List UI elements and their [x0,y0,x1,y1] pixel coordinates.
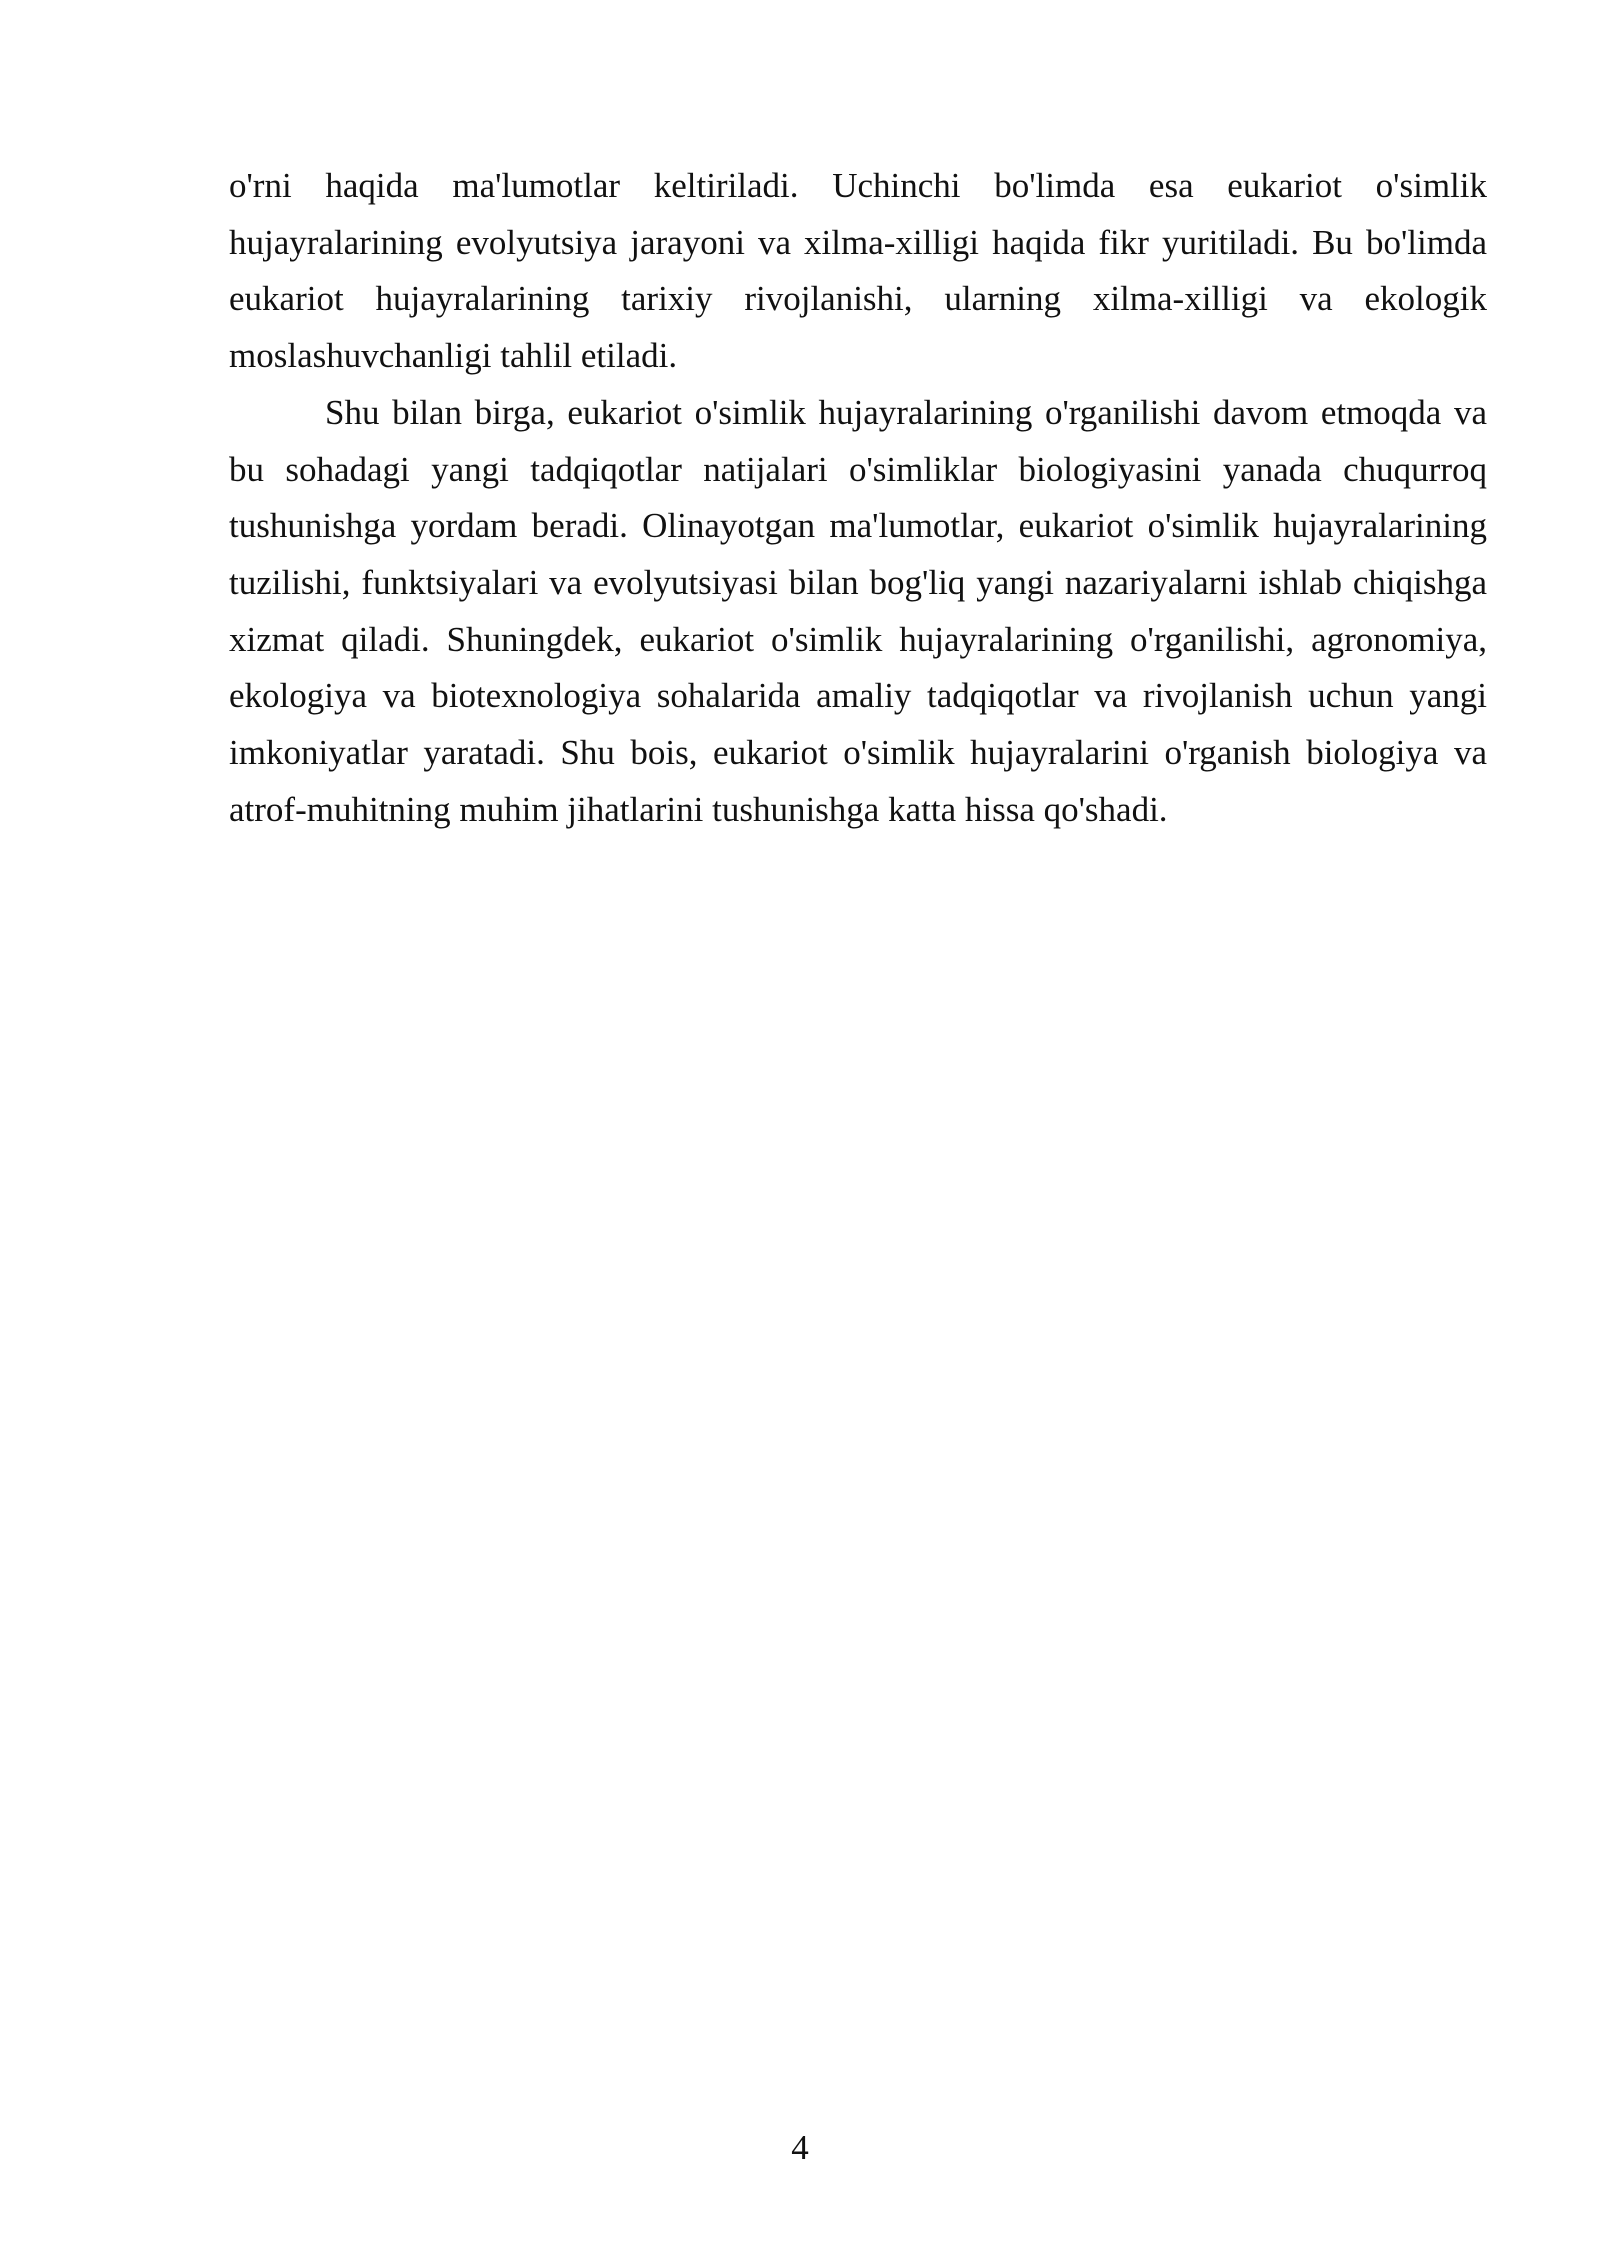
paragraph-main: Shu bilan birga, eukariot o'simlik hujayralarining o'rganilishi davom etmoqda va bu sohadagi yangi tadqiqotlar natijalari o'simliklar biologiyasini yanada chuqurroq tushunishga yordam beradi. Olinayotgan ma'lumotlar, eukariot o'simlik hujayralarining tuzilishi, funktsiyalari va evolyutsiyasi bilan bog'liq yangi nazariyalarni ishlab chiqishga xizmat qiladi. Shuningdek, eukariot o'simlik hujayralarining o'rganilishi, agronomiya, ekologiya va biotexnologiya sohalarida amaliy tadqiqotlar va rivojlanish uchun yangi imkoniyatlar yaratadi. Shu bois, eukariot o'simlik hujayralarini o'rganish biologiya va atrof-muhitning muhim jihatlarini tushunishga katta hissa qo'shadi. [229,392,1487,829]
body-text [229,158,1487,838]
page-number: 4 [791,2128,809,2167]
paragraph-continuation: o'rni haqida ma'lumotlar keltiriladi. Uchinchi bo'limda esa eukariot o'simlik hujayralarining evolyutsiya jarayoni va xilma-xilligi haqida fikr yuritiladi. Bu bo'limda eukariot hujayralarining tarixiy rivojlanishi, ularning xilma-xilligi va ekologik moslashuvchanligi tahlil etiladi. [229,166,1487,376]
